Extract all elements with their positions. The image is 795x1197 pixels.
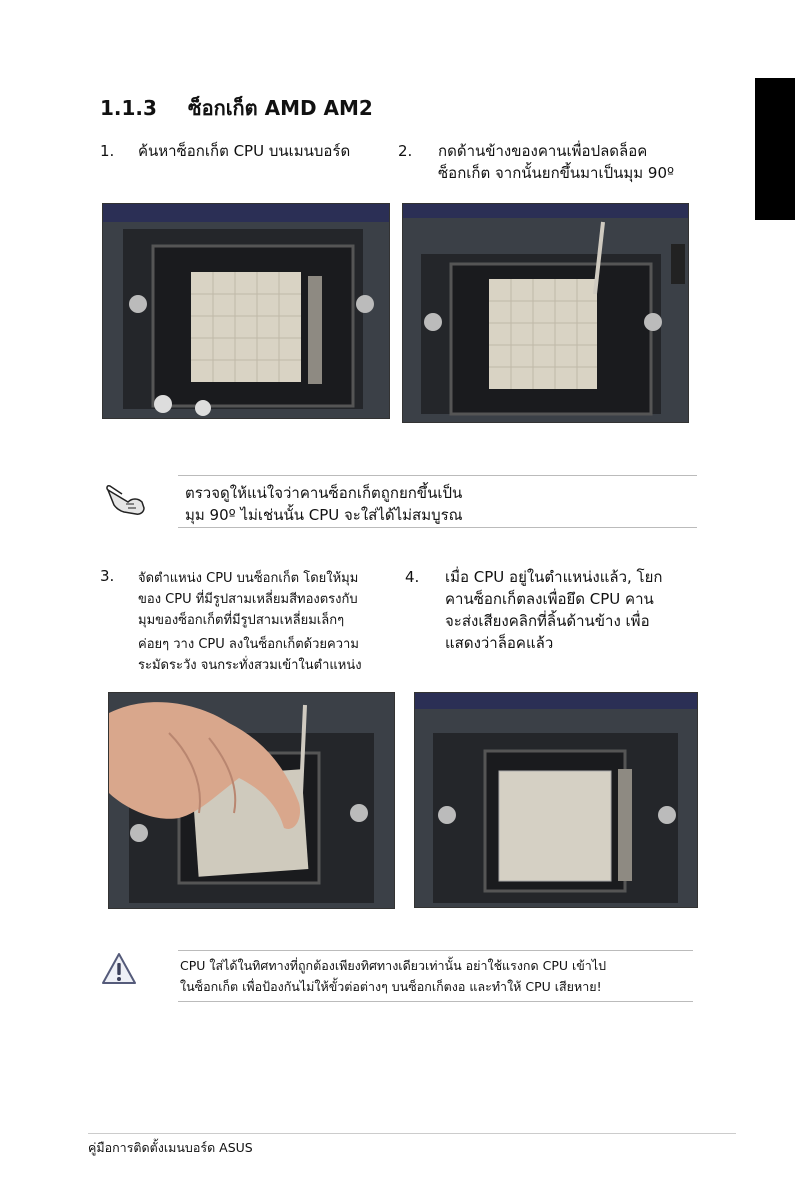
note-bottom-rule bbox=[178, 527, 697, 528]
warning-line: ในซ็อกเก็ต เพื่อป้องกันไม่ให้ขั้วต่อต่างๆ บนซ็อกเก็ตงอ และทำให้ CPU เสียหาย! bbox=[180, 979, 602, 994]
step-4 bbox=[405, 566, 695, 656]
warning-line: CPU ใส่ได้ในทิศทางที่ถูกต้องเพียงทิศทางเดียวเท่านั้น อย่าใช้แรงกด CPU เข้าไป bbox=[180, 958, 607, 973]
hand-pointing-icon bbox=[102, 478, 148, 518]
step-2 bbox=[398, 140, 698, 188]
step-text-line: กดด้านข้างของคานเพื่อปลดล็อค bbox=[438, 142, 648, 160]
note-top-rule bbox=[178, 475, 697, 476]
step-3 bbox=[100, 566, 390, 678]
cpu-locked-illustration bbox=[415, 693, 697, 907]
step-text: ค้นหาซ็อกเก็ต CPU บนเมนบอร์ด bbox=[138, 142, 351, 160]
step-text-line: จะส่งเสียงคลิกที่ลิ้นด้านข้าง เพื่อ bbox=[445, 612, 650, 630]
step-number: 3. bbox=[100, 567, 115, 585]
note-line: มุม 90º ไม่เช่นนั้น CPU จะใส่ได้ไม่สมบูรณ bbox=[185, 506, 463, 524]
section-number: 1.1.3 bbox=[100, 96, 157, 120]
warning-bottom-rule bbox=[178, 1001, 693, 1002]
warning-top-rule bbox=[178, 950, 693, 951]
photo-cpu-locked bbox=[414, 692, 698, 908]
step-text-line: ของ CPU ที่มีรูปสามเหลี่ยมสีทองตรงกับ bbox=[138, 592, 358, 607]
step-text-line: มุมของซ็อกเก็ตที่มีรูปสามเหลี่ยมเล็กๆ bbox=[138, 613, 345, 628]
section-title: ซ็อกเก็ต AMD AM2 bbox=[188, 96, 373, 120]
footer-text: คู่มือการติดตั้งเมนบอร์ด ASUS bbox=[88, 1140, 253, 1155]
step-text-line: ค่อยๆ วาง CPU ลงในซ็อกเก็ตด้วยความ bbox=[138, 637, 359, 652]
step-text-line: แสดงว่าล็อคแล้ว bbox=[445, 634, 554, 652]
note-line: ตรวจดูให้แน่ใจว่าคานซ็อกเก็ตถูกยกขึ้นเป็น bbox=[185, 484, 463, 502]
socket-illustration bbox=[103, 204, 389, 418]
step-text-line: คานซ็อกเก็ตลงเพื่อยึด CPU คาน bbox=[445, 590, 654, 608]
step-text-line: จัดตำแหน่ง CPU บนซ็อกเก็ต โดยให้มุม bbox=[138, 571, 359, 586]
footer-rule bbox=[88, 1133, 736, 1134]
socket-lever-illustration bbox=[403, 204, 688, 422]
photo-cpu-insertion bbox=[108, 692, 395, 909]
step-text-line: ระมัดระวัง จนกระทั่งสวมเข้าในตำแหน่ง bbox=[138, 658, 362, 673]
section-tab bbox=[755, 78, 795, 220]
warning-triangle-icon bbox=[100, 951, 138, 987]
step-number: 2. bbox=[398, 142, 413, 160]
photo-lever-raised bbox=[402, 203, 689, 423]
step-number: 1. bbox=[100, 142, 115, 160]
cpu-insertion-illustration bbox=[109, 693, 394, 908]
step-1 bbox=[100, 140, 390, 164]
step-number: 4. bbox=[405, 568, 420, 586]
photo-cpu-socket bbox=[102, 203, 390, 419]
step-text-line: ซ็อกเก็ต จากนั้นยกขึ้นมาเป็นมุม 90º bbox=[438, 164, 675, 182]
section-heading bbox=[100, 92, 373, 124]
step-text-line: เมื่อ CPU อยู่ในตำแหน่งแล้ว, โยก bbox=[445, 568, 663, 586]
